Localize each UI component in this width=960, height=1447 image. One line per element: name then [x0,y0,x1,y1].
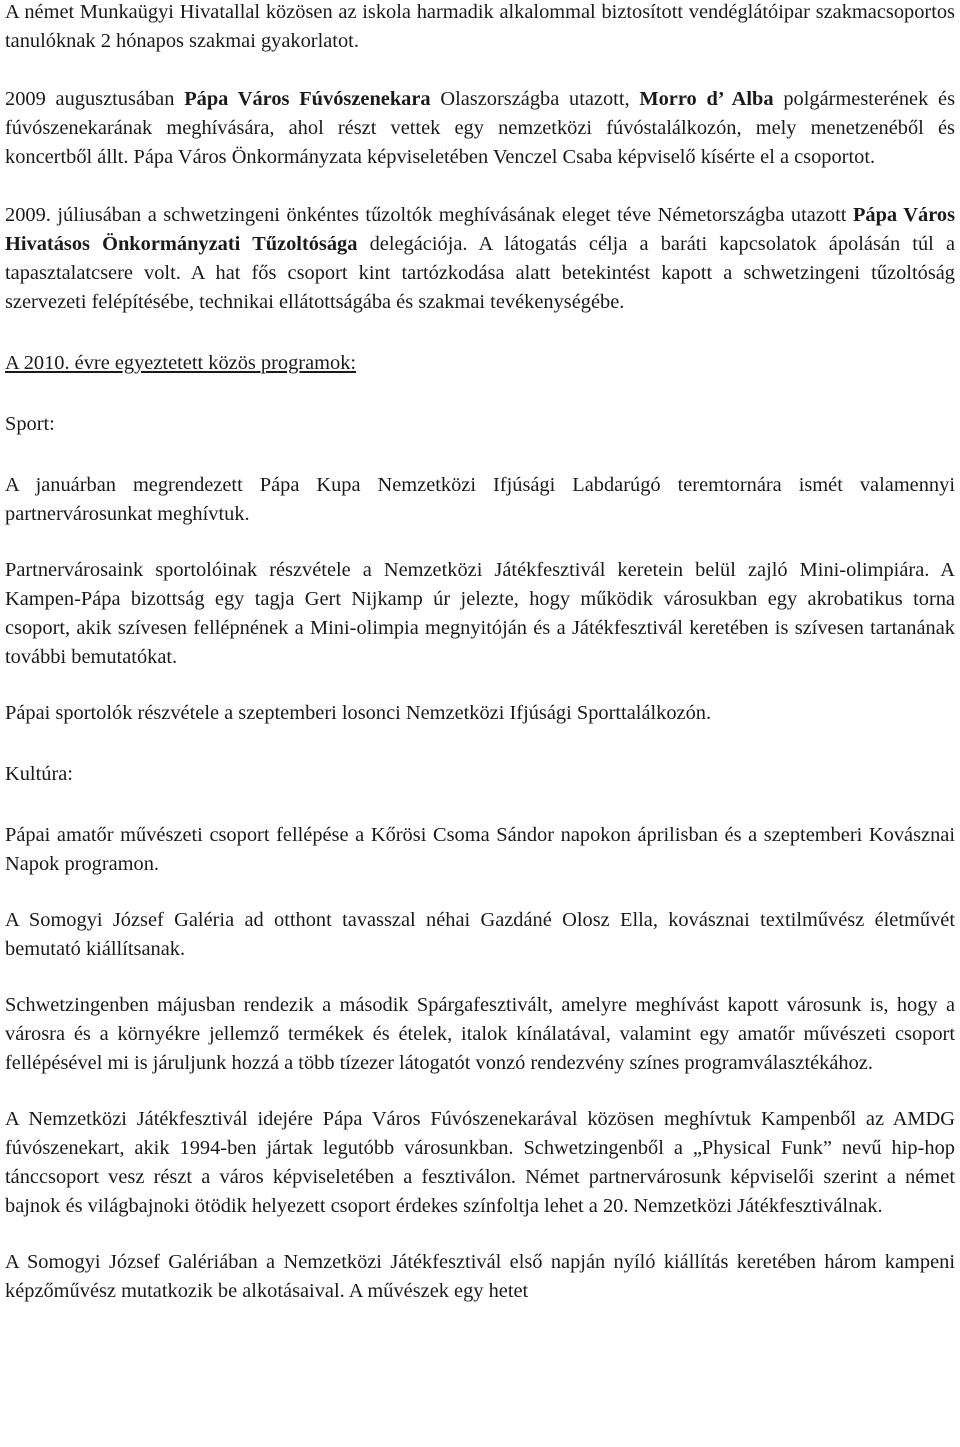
culture-item: A Nemzetközi Játékfesztivál idejére Pápa Város Fúvószenekarával közösen meghívtuk Kampenből az AMDG fúvószenekart, akik 1994-ben jártak legutóbb városunkban. Schwetzingenből a „Physical Funk” nevű hip-hop tánccsoport vesz részt a város képviseletében a fesztiválon. Német partnervárosunk képviselői szerint a német bajnok és világbajnoki ötödik helyezett csoport érdekes színfoltja lehet a 20. Nemzetközi Játékfesztiválnak. [5,1108,955,1217]
text-run: polgármesterének és fúvószenekarának meghívására, ahol részt vettek egy nemzetközi fúvóstalálkozón, mely menetzenéből és koncertből állt. Pápa Város Önkormányzata képviseletében Venczel Csaba képviselő kísérte el a csoportot. [5,88,956,168]
heading-sport: Sport: [5,413,55,435]
bold-orchestra-name: Pápa Város Fúvószenekara [184,88,431,110]
paragraph-firefighters [5,201,955,317]
sport-item: Partnervárosaink sportolóinak részvétele a Nemzetközi Játékfesztivál keretein belül zajló Mini-olimpiára. A Kampen-Pápa bizottság egy tagja Gert Nijkamp úr jelezte, hogy működik városukban egy akrobatikus torna csoport, akik szívesen fellépnének a Mini-olimpia megnyitóján és a Játékfesztivál keretében is szívesen tartanának további bemutatókat. [5,559,955,668]
sport-item: Pápai sportolók részvétele a szeptemberi losonci Nemzetközi Ifjúsági Sporttalálkozón. [5,702,712,724]
bold-town-name: Morro d’ Alba [639,88,774,110]
bold-fire-department-name: Pápa Város Hivatásos Önkormányzati Tűzoltósága [5,204,956,255]
text-run: 2009. júliusában a schwetzingeni önkéntes tűzoltók meghívásának eleget téve Németországba utazott [5,204,853,226]
culture-item: A Somogyi József Galériában a Nemzetközi Játékfesztivál első napján nyíló kiállítás keretében három kampeni képzőművész mutatkozik be alkotásaival. A művészek egy hetet [5,1251,955,1302]
sport-item: A januárban megrendezett Pápa Kupa Nemzetközi Ifjúsági Labdarúgó teremtornára ismét valamennyi partnervárosunkat meghívtuk. [5,474,955,525]
heading-joint-programs-text: A 2010. évre egyeztetett közös programok: [5,352,357,374]
paragraph-wind-orchestra [5,85,955,172]
text-run: 2009 augusztusában [5,88,185,110]
text-run: delegációja. A látogatás célja a baráti kapcsolatok ápolásán túl a tapasztalatcsere volt. A hat fős csoport kint tartózkodása alatt betekintést kapott a schwetzingeni tűzoltóság szervezeti felépítésébe, technikai ellátottságába és szakmai tevékenységébe. [5,233,956,313]
culture-item: A Somogyi József Galéria ad otthont tavasszal néhai Gazdáné Olosz Ella, kovásznai textilművész életművét bemutató kiállítsanak. [5,909,955,960]
text-run: Olaszországba utazott, [430,88,640,110]
heading-culture: Kultúra: [5,763,73,785]
culture-item: Pápai amatőr művészeti csoport fellépése a Kőrösi Csoma Sándor napokon áprilisban és a szeptemberi Kovásznai Napok programon. [5,824,955,875]
document-page [5,0,955,1306]
heading-joint-programs [5,349,955,378]
culture-item: Schwetzingenben májusban rendezik a második Spárgafesztivált, amelyre meghívást kapott városunk is, hogy a városra és a környékre jellemző termékek és ételek, italok kínálatával, valamint egy amatőr művészeti csoport fellépésével mi is járuljunk hozzá a több tízezer látogatót vonzó rendezvény színes programválasztékához. [5,994,955,1074]
paragraph-work-internship: A német Munkaügyi Hivatallal közösen az iskola harmadik alkalommal biztosított vendéglátóipar szakmacsoportos tanulóknak 2 hónapos szakmai gyakorlatot. [5,1,955,52]
